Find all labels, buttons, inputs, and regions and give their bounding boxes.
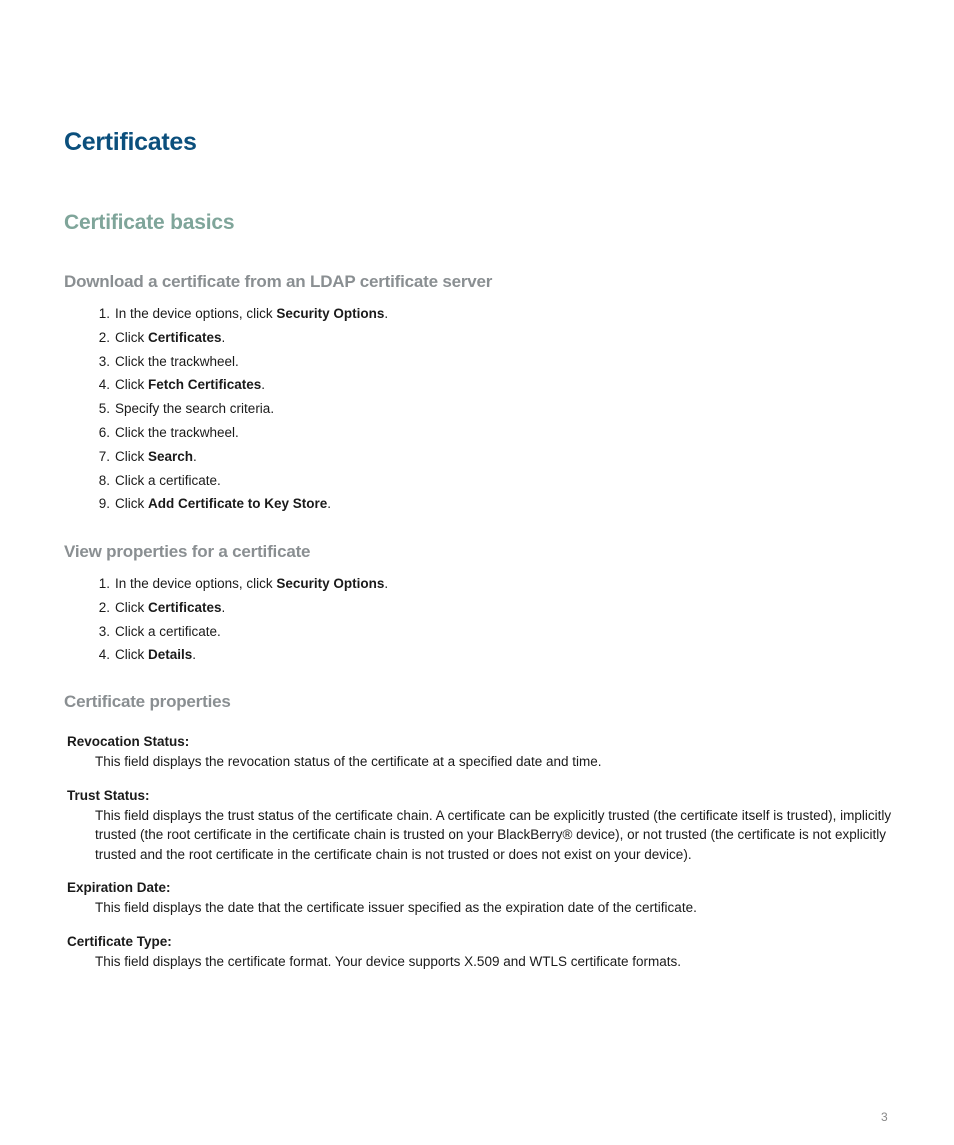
- property-entry: [67, 786, 897, 865]
- properties-definition-list: [67, 732, 897, 985]
- property-term: Revocation Status:: [67, 734, 190, 749]
- section-heading: Certificate basics: [64, 211, 235, 234]
- download-heading: Download a certificate from an LDAP certificate server: [64, 272, 493, 291]
- download-steps-list: [74, 304, 388, 518]
- property-entry: [67, 878, 897, 918]
- property-term: Certificate Type:: [67, 933, 172, 949]
- certificate-properties-heading: Certificate properties: [64, 692, 231, 711]
- step-item: 3 . Click the trackwheel.: [74, 352, 388, 376]
- view-properties-heading: View properties for a certificate: [64, 542, 311, 561]
- property-description: This field displays the trust status of the certificate chain. A certificate can be explicitly trusted (the certificate itself is trusted), implicitly trusted (the root certificate in the certificate chain is trusted on your BlackBerry® device), or not trusted (the certificate is not explicitly trusted and the root certificate in the certificate chain is not trusted or does not exist on your device).: [95, 807, 892, 862]
- property-description: This field displays the revocation status of the certificate at a specified date and time.: [95, 754, 602, 769]
- step-item: 4 . Click Fetch Certificates.: [74, 375, 388, 399]
- step-item: 3 . Click a certificate.: [74, 622, 388, 646]
- step-item: 7 . Click Search.: [74, 447, 388, 471]
- step-item: 2 . Click Certificates.: [74, 598, 388, 622]
- view-steps-list: [74, 574, 388, 669]
- step-item: 2 . Click Certificates.: [74, 328, 388, 352]
- page-number: 3: [881, 1110, 888, 1124]
- step-item: 8 . Click a certificate.: [74, 471, 388, 495]
- step-item: 1 . In the device options, click Security Options.: [74, 574, 388, 598]
- property-entry: [67, 932, 897, 972]
- step-item: 6 . Click the trackwheel.: [74, 423, 388, 447]
- step-item: 1 . In the device options, click Security Options.: [74, 304, 388, 328]
- property-term: Expiration Date:: [67, 880, 171, 895]
- step-item: 9 . Click Add Certificate to Key Store.: [74, 494, 388, 518]
- page-title: Certificates: [64, 128, 197, 156]
- property-description: This field displays the certificate format. Your device supports X.509 and WTLS certificate formats.: [95, 953, 682, 969]
- step-item: 4 . Click Details.: [74, 645, 388, 669]
- property-description: This field displays the date that the certificate issuer specified as the expiration date of the certificate.: [95, 900, 697, 915]
- property-entry: [67, 732, 897, 772]
- property-term: Trust Status:: [67, 787, 150, 803]
- step-item: 5 . Specify the search criteria.: [74, 399, 388, 423]
